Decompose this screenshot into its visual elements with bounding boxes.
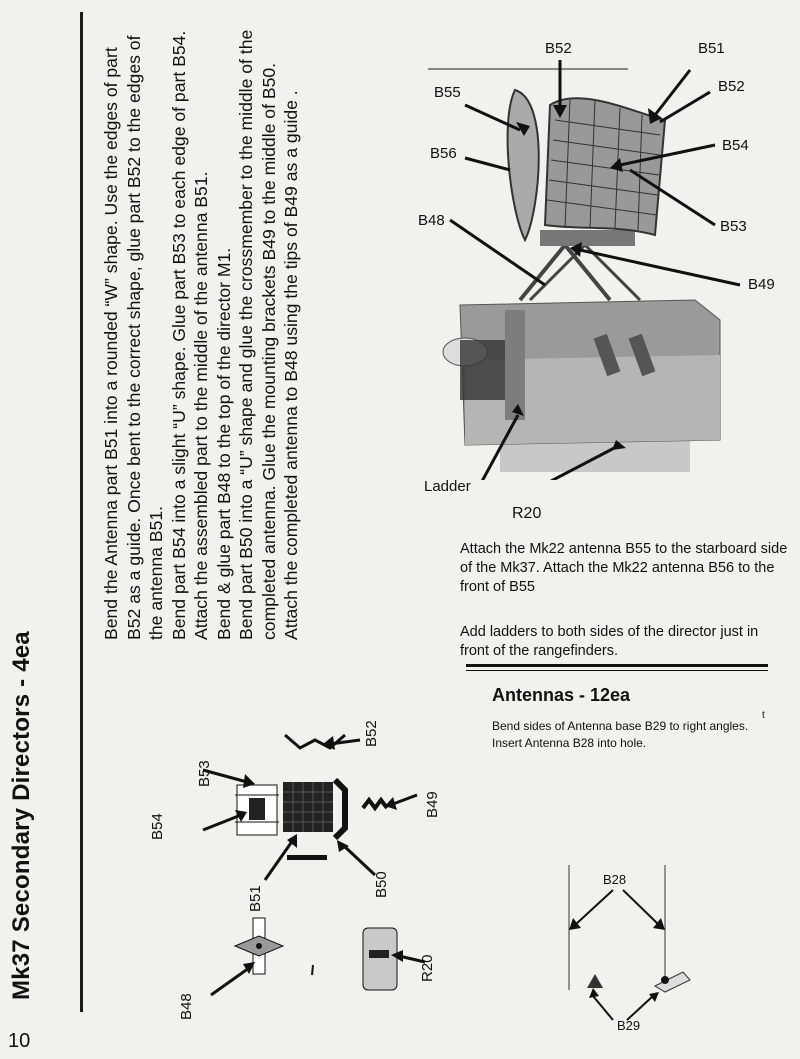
instruction-step-4: Bend part B50 into a “U” shape and glue the crossmember to the middle of the completed antenna. Glue the mounting brackets B49 to the middle of B50. Attach the completed antenna to B48 using the tips of B49 as a guide . bbox=[236, 29, 301, 640]
parts-label-r20: R20 bbox=[419, 954, 436, 982]
photo-label-b53: B53 bbox=[720, 218, 747, 235]
section-rule-top bbox=[466, 664, 768, 667]
antenna-label-b29: B29 bbox=[617, 1018, 641, 1033]
photo-label-b48: B48 bbox=[418, 212, 445, 229]
antennas-text: Bend sides of Antenna base B29 to right angles. Insert Antenna B28 into hole. bbox=[492, 719, 749, 750]
instruction-step-1: Bend the Antenna part B51 into a rounded “W” shape. Use the edges of part B52 as a guide. Once bent to the correct shape, glue part B52 to the edges of the antenna B51. bbox=[101, 35, 166, 640]
parts-label-b51: B51 bbox=[247, 885, 264, 912]
photo-label-r20: R20 bbox=[512, 505, 542, 522]
note-mk22-attach: Attach the Mk22 antenna B55 to the starboard side of the Mk37. Attach the Mk22 antenna B56 to the front of B55 bbox=[460, 541, 788, 595]
section-rule-bottom bbox=[466, 670, 768, 671]
photo-label-ladder: Ladder bbox=[424, 478, 471, 495]
antennas-superscript: t bbox=[762, 710, 765, 721]
director-photo bbox=[420, 60, 800, 480]
antennas-heading: Antennas - 12ea bbox=[492, 685, 631, 705]
photo-label-b49: B49 bbox=[748, 276, 775, 293]
antenna-label-b28: B28 bbox=[603, 872, 627, 887]
photo-label-b56: B56 bbox=[430, 145, 457, 162]
instructions-block bbox=[100, 20, 303, 640]
page-title: Mk37 Secondary Directors - 4ea bbox=[8, 631, 35, 1000]
parts-label-b48: B48 bbox=[178, 993, 195, 1020]
page-number: 10 bbox=[8, 1030, 31, 1052]
parts-label-b49: B49 bbox=[424, 791, 441, 818]
photo-label-b52-right: B52 bbox=[718, 78, 745, 95]
photo-label-b52-top: B52 bbox=[545, 40, 572, 57]
parts-label-b53: B53 bbox=[196, 760, 213, 787]
parts-label-b50: B50 bbox=[373, 871, 390, 898]
parts-label-b52: B52 bbox=[363, 720, 380, 747]
instruction-step-2: Bend part B54 into a slight “U” shape. Glue part B53 to each edge of part B54. Attach the assembled part to the middle of the antenna B51. bbox=[168, 30, 211, 640]
photo-label-b51: B51 bbox=[698, 40, 725, 57]
note-ladders: Add ladders to both sides of the director just in front of the rangefinders. bbox=[460, 624, 759, 659]
parts-label-b54: B54 bbox=[149, 813, 166, 840]
antenna-diagram bbox=[555, 860, 705, 1030]
title-divider bbox=[80, 12, 83, 1012]
instruction-step-3: Bend & glue part B48 to the top of the director M1. bbox=[213, 247, 234, 640]
photo-label-b55: B55 bbox=[434, 84, 461, 101]
photo-label-b54: B54 bbox=[722, 137, 749, 154]
